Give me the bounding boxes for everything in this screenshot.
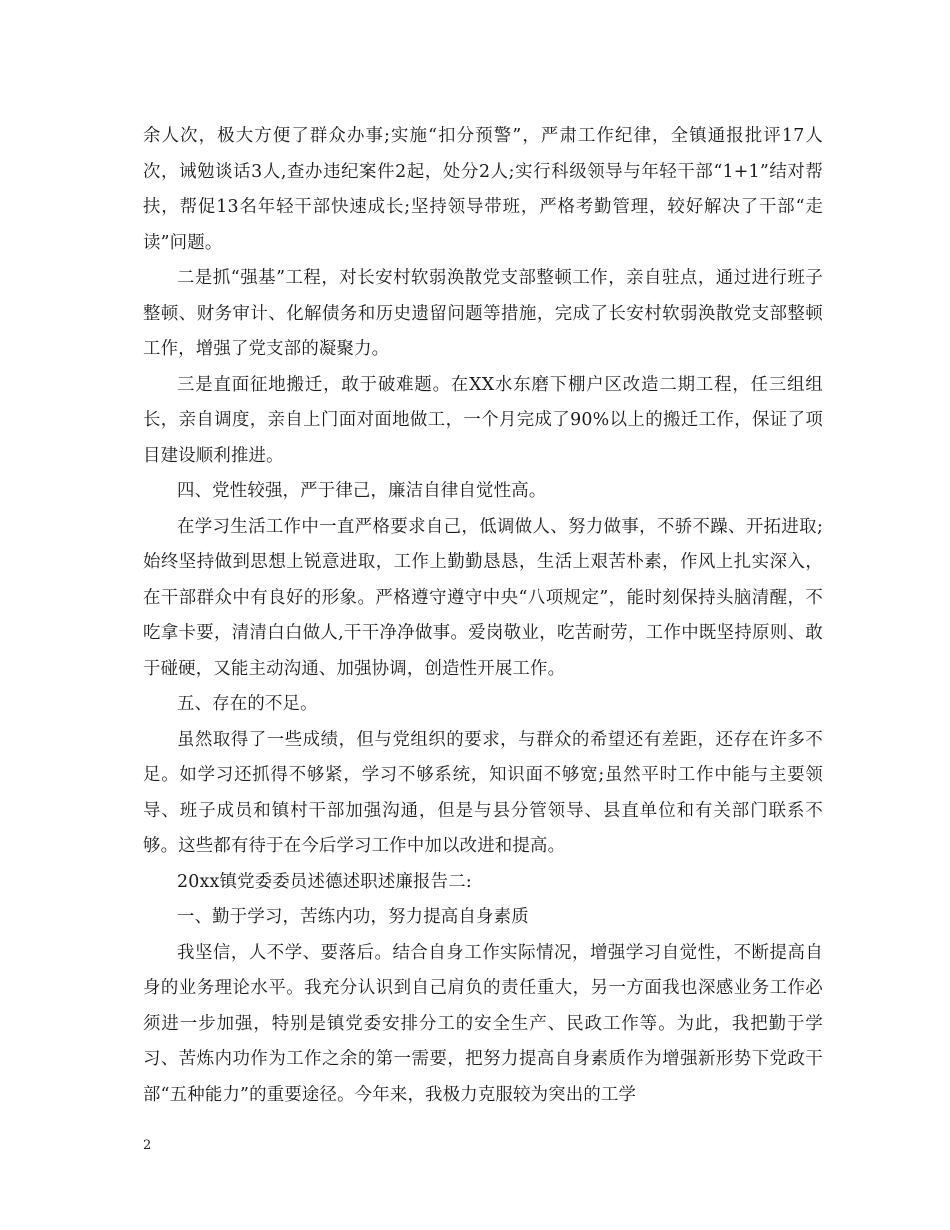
paragraph: 三是直面征地搬迁，敢于破难题。在XX水东磨下棚户区改造二期工程，任三组组长，亲自调度，亲自上门面对面地做工，一个月完成了90%以上的搬迁工作，保证了项目建设顺利推进。	[143, 374, 823, 466]
section-heading: 四、党性较强，严于律己，廉洁自律自觉性高。	[177, 481, 547, 501]
paragraph: 虽然取得了一些成绩，但与党组织的要求，与群众的希望还有差距，还存在许多不足。如学习还抓得不够紧，学习不够系统，知识面不够宽;虽然平时工作中能与主要领导、班子成员和镇村干部加强沟通，但是与县分管领导、县直单位和有关部门联系不够。这些都有待于在今后学习工作中加以改进和提高。	[143, 729, 823, 856]
document-body	[143, 119, 823, 1113]
report-title: 20xx镇党委委员述德述职述廉报告二:	[177, 871, 472, 892]
paragraph: 二是抓“强基”工程，对长安村软弱涣散党支部整顿工作，亲自驻点，通过进行班子整顿、财务审计、化解债务和历史遗留问题等措施，完成了长安村软弱涣散党支部整顿工作，增强了党支部的凝聚力。	[143, 268, 823, 359]
paragraph: 我坚信，人不学、要落后。结合自身工作实际情况，增强学习自觉性，不断提高自身的业务理论水平。我充分认识到自己肩负的责任重大，另一方面我也深感业务工作必须进一步加强，特别是镇党委安排分工的安全生产、民政工作等。为此，我把勤于学习、苦炼内功作为工作之余的第一需要，把努力提高自身素质作为增强新形势下党政干部“五种能力”的重要途径。今年来，我极力克服较为突出的工学	[143, 942, 823, 1105]
section-heading: 一、勤于学习，苦练内功，努力提高自身素质	[177, 907, 529, 927]
paragraph: 余人次，极大方便了群众办事;实施“扣分预警”，严肃工作纪律，全镇通报批评17人次，诫勉谈话3人,查办违纪案件2起，处分2人;实行科级领导与年轻干部“1+1”结对帮扶，帮促13名年轻干部快速成长;坚持领导带班，严格考勤管理，较好解决了干部“走读”问题。	[143, 126, 823, 253]
paragraph: 在学习生活工作中一直严格要求自己，低调做人、努力做事，不骄不躁、开拓进取;始终坚持做到思想上锐意进取，工作上勤勤恳恳，生活上艰苦朴素，作风上扎实深入，在干部群众中有良好的形象。严格遵守遵守中央“八项规定”，能时刻保持头脑清醒，不吃拿卡要，清清白白做人,干干净净做事。爱岗敬业，吃苦耐劳，工作中既坚持原则、敢于碰硬，又能主动沟通、加强协调，创造性开展工作。	[143, 516, 823, 679]
section-heading: 五、存在的不足。	[177, 694, 318, 714]
page-number: 2	[143, 1138, 152, 1153]
